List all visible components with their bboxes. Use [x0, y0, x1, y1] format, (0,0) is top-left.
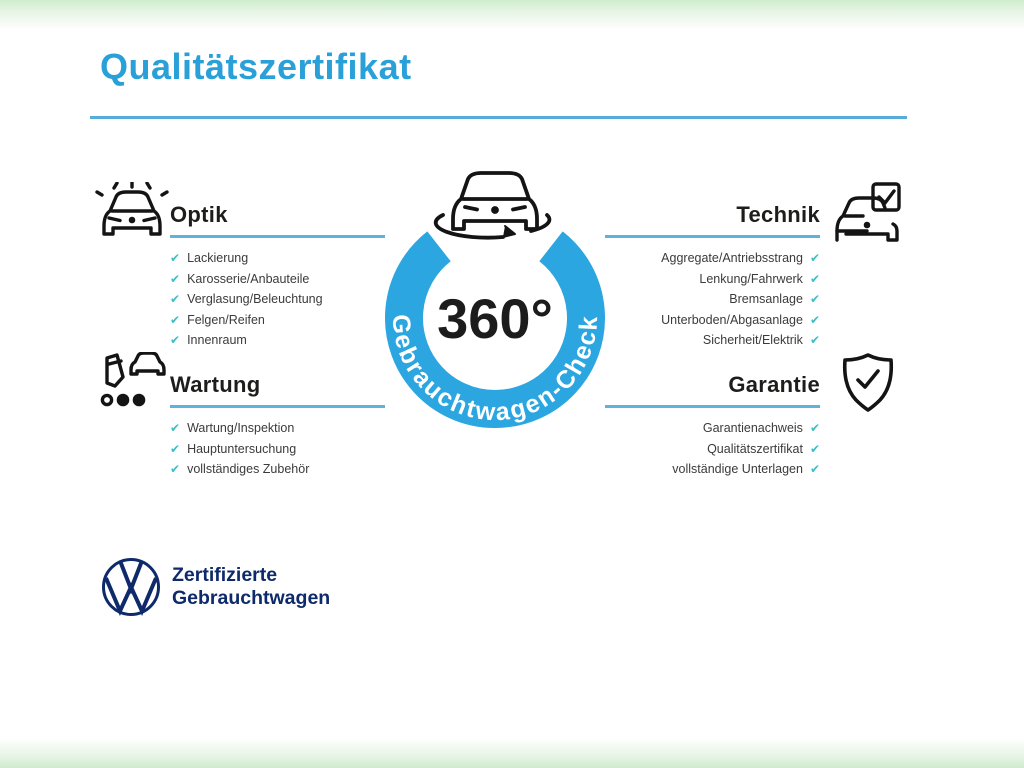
- checklist-item-label: Hauptuntersuchung: [187, 441, 297, 456]
- top-green-band: [0, 0, 1024, 30]
- checklist-item-label: Lenkung/Fahrwerk: [699, 271, 803, 286]
- sparkling-car-icon: [94, 182, 170, 244]
- check-icon: ✔: [809, 271, 820, 286]
- checklist-item: [170, 269, 385, 290]
- checklist-item-label: Garantienachweis: [702, 421, 803, 435]
- badge-ring-text: Gebrauchtwagen-Check: [386, 313, 604, 427]
- checklist-item-label: Wartung/Inspektion: [187, 421, 295, 435]
- checklist-item: [605, 330, 820, 351]
- section-garantie: [605, 372, 820, 480]
- checklist-item-label: Unterboden/Abgasanlage: [661, 312, 803, 327]
- check-icon: ✔: [170, 312, 181, 327]
- checklist-item: [170, 459, 385, 480]
- section-technik-heading: Technik: [736, 202, 820, 227]
- section-technik: [605, 202, 820, 351]
- checklist-item-label: vollständiges Zubehör: [187, 462, 310, 476]
- optik-checklist: [170, 248, 385, 351]
- section-garantie-heading: Garantie: [728, 372, 820, 397]
- check-icon: ✔: [809, 292, 820, 306]
- section-optik-rule: [170, 235, 385, 238]
- check-icon: ✔: [170, 333, 181, 347]
- checklist-item: [605, 289, 820, 310]
- garantie-checklist: [605, 418, 820, 480]
- checklist-item: [170, 330, 385, 351]
- brand-line-1: Zertifizierte: [172, 564, 278, 586]
- checklist-item: [605, 248, 820, 269]
- check-icon: ✔: [170, 271, 181, 286]
- checklist-item-label: Lackierung: [187, 251, 249, 265]
- checklist-item-label: Aggregate/Antriebsstrang: [661, 251, 803, 265]
- checklist-item: [170, 289, 385, 310]
- brand-line-2: Gebrauchtwagen: [172, 587, 331, 609]
- wartung-checklist: [170, 418, 385, 480]
- section-optik-heading: Optik: [170, 202, 228, 227]
- checklist-item-label: Verglasung/Beleuchtung: [187, 292, 323, 306]
- page-title: Qualitätszertifikat: [100, 46, 412, 87]
- section-wartung: [170, 372, 385, 480]
- checklist-item-label: Felgen/Reifen: [187, 312, 265, 327]
- check-icon: ✔: [809, 421, 820, 435]
- checklist-item-label: Innenraum: [187, 333, 247, 347]
- section-wartung-rule: [170, 405, 385, 408]
- section-technik-rule: [605, 235, 820, 238]
- check-icon: ✔: [170, 292, 181, 306]
- vw-logo: [100, 556, 162, 618]
- checklist-item: [605, 310, 820, 331]
- checklist-item-label: vollständige Unterlagen: [672, 462, 803, 476]
- check-icon: ✔: [809, 462, 820, 476]
- title-divider: [90, 116, 907, 119]
- checklist-item-label: Qualitätszertifikat: [707, 441, 803, 456]
- rotating-car-icon: [436, 173, 550, 238]
- checklist-item-label: Karosserie/Anbauteile: [187, 271, 310, 286]
- technik-checklist: [605, 248, 820, 351]
- section-wartung-heading: Wartung: [170, 372, 261, 397]
- check-icon: ✔: [809, 333, 820, 347]
- shield-check-icon: [840, 352, 896, 414]
- check-icon: ✔: [170, 462, 181, 476]
- check-icon: ✔: [170, 441, 181, 456]
- checklist-item-label: Bremsanlage: [729, 292, 803, 306]
- checklist-item-label: Sicherheit/Elektrik: [702, 333, 803, 347]
- bottom-green-band: [0, 738, 1024, 768]
- badge-center-text: 360°: [437, 287, 553, 350]
- checklist-item: [170, 310, 385, 331]
- brand-text: [172, 564, 330, 610]
- pencil-car-icon: [95, 352, 169, 414]
- check-icon: ✔: [809, 441, 820, 456]
- checklist-item: [170, 439, 385, 460]
- checklist-item: [170, 418, 385, 439]
- checklist-item: [605, 439, 820, 460]
- section-garantie-rule: [605, 405, 820, 408]
- check-icon: ✔: [170, 421, 181, 435]
- check-icon: ✔: [809, 251, 820, 265]
- 360-degree-badge: [362, 160, 628, 460]
- checklist-item: [605, 418, 820, 439]
- section-optik: [170, 202, 385, 351]
- checklist-item: [605, 459, 820, 480]
- check-icon: ✔: [809, 312, 820, 327]
- checklist-item: [605, 269, 820, 290]
- checklist-item: [170, 248, 385, 269]
- check-icon: ✔: [170, 251, 181, 265]
- car-checkbox-icon: [833, 182, 905, 246]
